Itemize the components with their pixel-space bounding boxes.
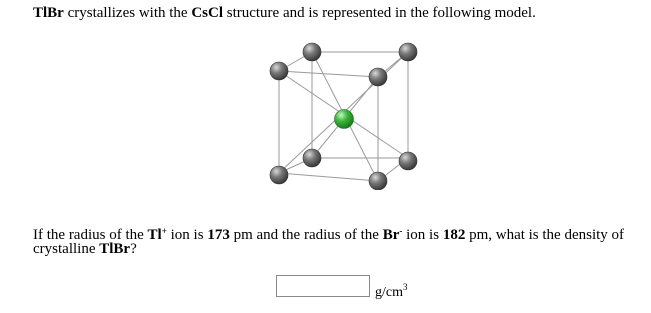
q-span: crystalline xyxy=(33,241,100,257)
corner-atom xyxy=(270,166,288,184)
intro-text xyxy=(33,4,536,22)
unit-exponent: 3 xyxy=(403,282,408,292)
corner-atom xyxy=(399,152,417,170)
q-span: ion is xyxy=(166,227,208,243)
cscl-unit-cell-model xyxy=(260,40,430,190)
ion-tl-symbol: Tl xyxy=(147,227,162,243)
corner-atom xyxy=(399,43,417,61)
corner-atom xyxy=(303,43,321,61)
formula-cscl: CsCl xyxy=(191,5,223,21)
corner-atom xyxy=(369,172,387,190)
intro-text-span-end: structure and is represented in the following model. xyxy=(222,5,536,21)
q-span: pm and the radius of the xyxy=(229,227,383,243)
corner-atom xyxy=(369,68,387,86)
density-answer-input[interactable] xyxy=(276,275,370,297)
ion-br-symbol: Br xyxy=(382,227,400,243)
unit-base: g/cm xyxy=(375,285,403,300)
tl-radius-value: 173 xyxy=(207,227,230,243)
corner-atom xyxy=(270,62,288,80)
ion-br-charge: - xyxy=(399,226,403,236)
q-span: ? xyxy=(130,241,137,257)
ion-tl-charge: + xyxy=(161,226,167,236)
density-unit-label xyxy=(375,280,408,300)
formula-tlbr: TlBr xyxy=(33,5,64,21)
center-atom xyxy=(335,110,354,129)
q-span: If the radius of the xyxy=(33,227,148,243)
q-span: pm, what is the density of xyxy=(465,227,625,243)
formula-tlbr-2: TlBr xyxy=(99,241,131,257)
br-radius-value: 182 xyxy=(442,227,466,243)
question-text-line2 xyxy=(33,240,137,258)
corner-atom xyxy=(303,149,321,167)
ion-br xyxy=(383,227,403,243)
ion-tl xyxy=(148,227,167,243)
intro-text-span: crystallizes with the xyxy=(63,5,192,21)
q-span: ion is xyxy=(402,227,443,243)
